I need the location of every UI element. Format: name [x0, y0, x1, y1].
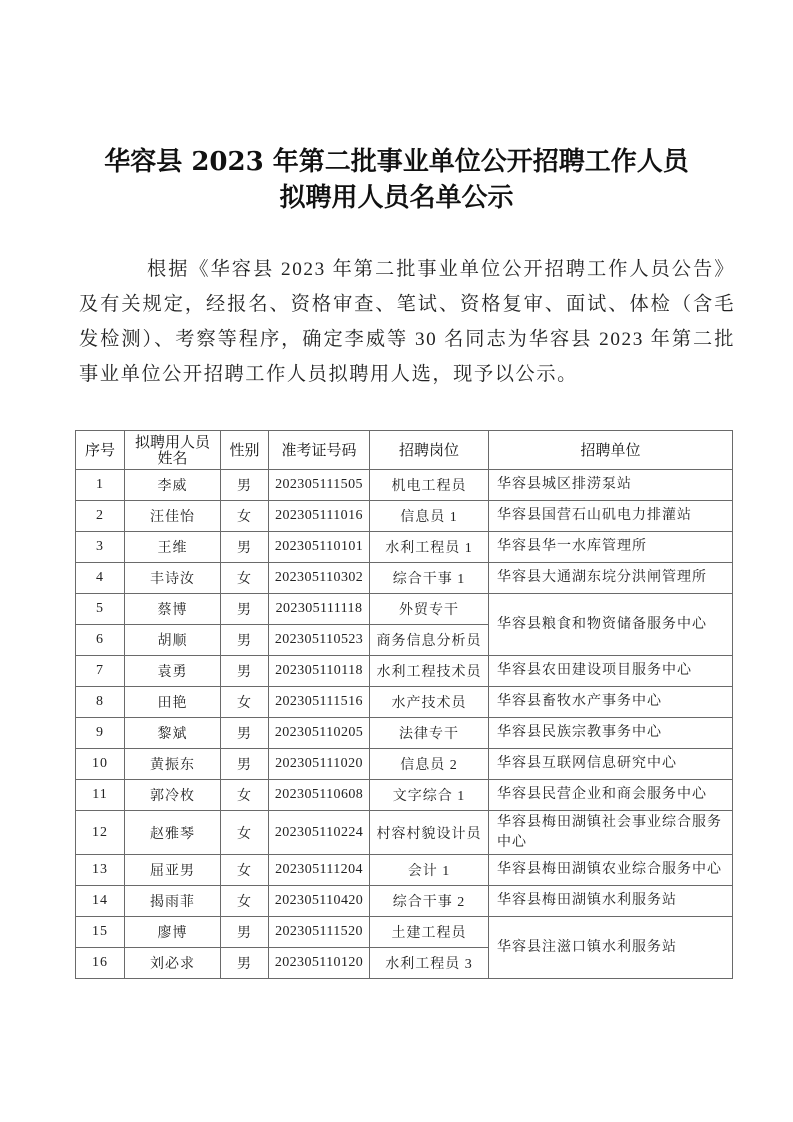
- cell-name: 刘必求: [125, 948, 221, 979]
- header-gender: 性别: [221, 431, 269, 470]
- cell-position: 法律专干: [370, 718, 489, 749]
- cell-name: 赵雅琴: [125, 811, 221, 855]
- cell-position: 信息员 2: [370, 749, 489, 780]
- cell-ticket: 202305111505: [269, 470, 370, 501]
- cell-index: 6: [76, 625, 125, 656]
- cell-gender: 女: [221, 855, 269, 886]
- header-name: [125, 431, 221, 470]
- cell-index: 4: [76, 563, 125, 594]
- table-row: [76, 470, 733, 501]
- table-row: [76, 656, 733, 687]
- cell-gender: 女: [221, 501, 269, 532]
- table-row: [76, 749, 733, 780]
- table-row: [76, 917, 733, 948]
- table-row: [76, 780, 733, 811]
- cell-name: 郭冷枚: [125, 780, 221, 811]
- table-row: [76, 718, 733, 749]
- cell-position: 综合干事 1: [370, 563, 489, 594]
- document-title-line2: 拟聘用人员名单公示: [279, 183, 514, 213]
- cell-name: 王维: [125, 532, 221, 563]
- cell-unit-merged: 华容县粮食和物资储备服务中心: [489, 594, 733, 656]
- cell-index: 5: [76, 594, 125, 625]
- header-position: 招聘岗位: [370, 431, 489, 470]
- cell-gender: 男: [221, 917, 269, 948]
- cell-name: 丰诗汝: [125, 563, 221, 594]
- cell-position: 水利工程员 1: [370, 532, 489, 563]
- document-title-line1: 华容县 2023 年第二批事业单位公开招聘工作人员: [104, 147, 689, 177]
- table-row: [76, 594, 733, 625]
- table-row: [76, 811, 733, 855]
- cell-ticket: 202305111118: [269, 594, 370, 625]
- cell-position: 外贸专干: [370, 594, 489, 625]
- cell-index: 2: [76, 501, 125, 532]
- cell-position: 水利工程员 3: [370, 948, 489, 979]
- cell-name: 田艳: [125, 687, 221, 718]
- cell-ticket: 202305110608: [269, 780, 370, 811]
- cell-gender: 女: [221, 886, 269, 917]
- cell-position: 文字综合 1: [370, 780, 489, 811]
- cell-ticket: 202305111016: [269, 501, 370, 532]
- header-name-line1: 拟聘用人员: [134, 433, 210, 451]
- cell-ticket: 202305110523: [269, 625, 370, 656]
- cell-gender: 男: [221, 532, 269, 563]
- cell-position: 土建工程员: [370, 917, 489, 948]
- cell-unit: 华容县大通湖东垸分洪闸管理所: [489, 563, 733, 594]
- cell-ticket: 202305110118: [269, 656, 370, 687]
- cell-gender: 女: [221, 563, 269, 594]
- header-ticket: 准考证号码: [269, 431, 370, 470]
- cell-gender: 男: [221, 948, 269, 979]
- cell-gender: 女: [221, 811, 269, 855]
- cell-index: 1: [76, 470, 125, 501]
- cell-index: 3: [76, 532, 125, 563]
- cell-unit: 华容县城区排涝泵站: [489, 470, 733, 501]
- cell-unit: 华容县畜牧水产事务中心: [489, 687, 733, 718]
- cell-ticket: 202305110224: [269, 811, 370, 855]
- cell-gender: 男: [221, 656, 269, 687]
- cell-name: 黄振东: [125, 749, 221, 780]
- cell-position: 水利工程技术员: [370, 656, 489, 687]
- cell-index: 15: [76, 917, 125, 948]
- cell-position: 会计 1: [370, 855, 489, 886]
- cell-name: 蔡博: [125, 594, 221, 625]
- header-unit: 招聘单位: [489, 431, 733, 470]
- table-header-row: [76, 431, 733, 470]
- cell-unit-merged: 华容县注滋口镇水利服务站: [489, 917, 733, 979]
- cell-name: 黎斌: [125, 718, 221, 749]
- table-row: [76, 563, 733, 594]
- cell-index: 16: [76, 948, 125, 979]
- cell-position: 综合干事 2: [370, 886, 489, 917]
- table-row: [76, 501, 733, 532]
- cell-position: 信息员 1: [370, 501, 489, 532]
- cell-index: 7: [76, 656, 125, 687]
- cell-gender: 男: [221, 625, 269, 656]
- cell-ticket: 202305110420: [269, 886, 370, 917]
- cell-unit: 华容县农田建设项目服务中心: [489, 656, 733, 687]
- cell-ticket: 202305110205: [269, 718, 370, 749]
- cell-position: 水产技术员: [370, 687, 489, 718]
- cell-index: 8: [76, 687, 125, 718]
- cell-gender: 男: [221, 718, 269, 749]
- cell-index: 9: [76, 718, 125, 749]
- cell-unit: 华容县国营石山矶电力排灌站: [489, 501, 733, 532]
- table-row: [76, 855, 733, 886]
- cell-name: 汪佳怡: [125, 501, 221, 532]
- cell-position: 村容村貌设计员: [370, 811, 489, 855]
- cell-gender: 男: [221, 749, 269, 780]
- cell-position: 商务信息分析员: [370, 625, 489, 656]
- cell-index: 13: [76, 855, 125, 886]
- hire-list-table: [75, 430, 733, 979]
- table-row: [76, 886, 733, 917]
- cell-gender: 女: [221, 687, 269, 718]
- cell-unit: 华容县梅田湖镇社会事业综合服务中心: [489, 811, 733, 855]
- cell-index: 14: [76, 886, 125, 917]
- cell-ticket: 202305110302: [269, 563, 370, 594]
- cell-ticket: 202305110101: [269, 532, 370, 563]
- cell-unit: 华容县民族宗教事务中心: [489, 718, 733, 749]
- cell-unit: 华容县梅田湖镇水利服务站: [489, 886, 733, 917]
- cell-name: 袁勇: [125, 656, 221, 687]
- cell-name: 揭雨菲: [125, 886, 221, 917]
- cell-ticket: 202305111204: [269, 855, 370, 886]
- header-index: 序号: [76, 431, 125, 470]
- cell-gender: 男: [221, 594, 269, 625]
- cell-name: 李威: [125, 470, 221, 501]
- table-row: [76, 687, 733, 718]
- cell-gender: 女: [221, 780, 269, 811]
- cell-unit: 华容县梅田湖镇农业综合服务中心: [489, 855, 733, 886]
- cell-unit: 华容县互联网信息研究中心: [489, 749, 733, 780]
- announcement-paragraph: 根据《华容县 2023 年第二批事业单位公开招聘工作人员公告》及有关规定，经报名、资格审查、笔试、资格复审、面试、体检（含毛发检测）、考察等程序，确定李威等 30 名同志为华容县 2023 年第二批事业单位公开招聘工作人员拟聘用人选，现予以公示。: [79, 259, 735, 385]
- cell-gender: 男: [221, 470, 269, 501]
- cell-name: 廖博: [125, 917, 221, 948]
- cell-name: 屈亚男: [125, 855, 221, 886]
- cell-index: 11: [76, 780, 125, 811]
- cell-ticket: 202305111020: [269, 749, 370, 780]
- cell-position: 机电工程员: [370, 470, 489, 501]
- cell-name: 胡顺: [125, 625, 221, 656]
- cell-ticket: 202305111520: [269, 917, 370, 948]
- cell-index: 10: [76, 749, 125, 780]
- cell-ticket: 202305111516: [269, 687, 370, 718]
- cell-unit: 华容县民营企业和商会服务中心: [489, 780, 733, 811]
- cell-index: 12: [76, 811, 125, 855]
- table-row: [76, 532, 733, 563]
- cell-ticket: 202305110120: [269, 948, 370, 979]
- header-name-line2: 姓名: [157, 449, 188, 467]
- cell-unit: 华容县华一水库管理所: [489, 532, 733, 563]
